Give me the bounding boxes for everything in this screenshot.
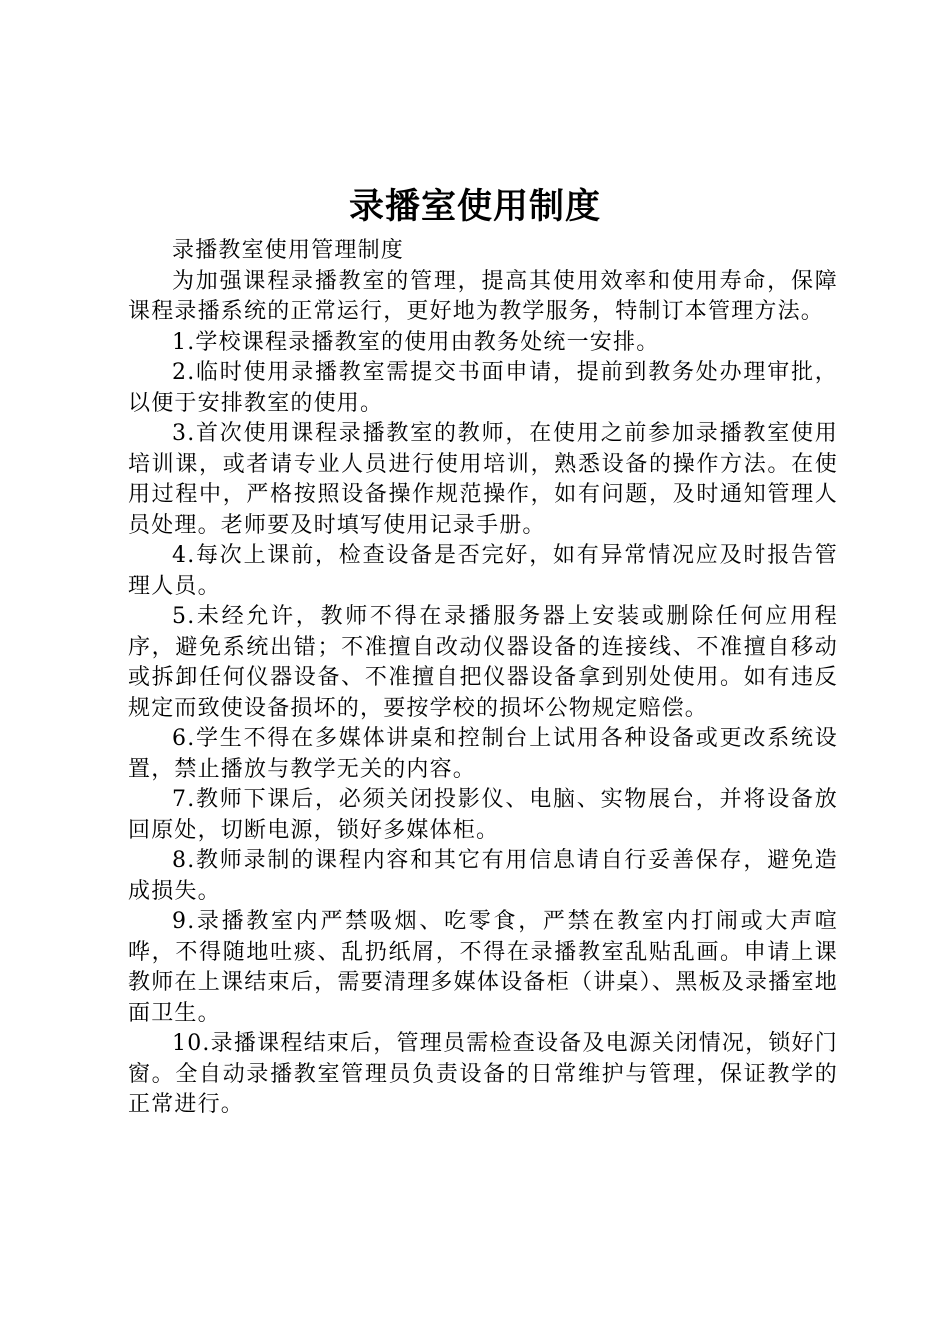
paragraph-rule-9: 9.录播教室内严禁吸烟、吃零食，严禁在教室内打闹或大声喧哗，不得随地吐痰、乱扔纸屑，不得在录播教室乱贴乱画。申请上课教师在上课结束后，需要清理多媒体设备柜（讲桌）、黑板及录播室地面卫生。 <box>128 909 838 1026</box>
paragraph-rule-10: 10.录播课程结束后，管理员需检查设备及电源关闭情况，锁好门窗。全自动录播教室管理员负责设备的日常维护与管理，保证教学的正常进行。 <box>128 1031 838 1117</box>
document-body <box>128 236 838 1121</box>
paragraph-rule-7: 7.教师下课后，必须关闭投影仪、电脑、实物展台，并将设备放回原处，切断电源，锁好多媒体柜。 <box>128 787 838 843</box>
document-title: 录播室使用制度 <box>348 187 601 227</box>
paragraph-intro: 为加强课程录播教室的管理，提高其使用效率和使用寿命，保障课程录播系统的正常运行，更好地为教学服务，特制订本管理方法。 <box>128 268 838 324</box>
paragraph-rule-1: 1.学校课程录播教室的使用由教务处统一安排。 <box>172 329 660 355</box>
paragraph-rule-4: 4.每次上课前，检查设备是否完好，如有异常情况应及时报告管理人员。 <box>128 543 838 599</box>
paragraph-subtitle: 录播教室使用管理制度 <box>172 238 405 263</box>
paragraph-rule-8: 8.教师录制的课程内容和其它有用信息请自行妥善保存，避免造成损失。 <box>128 848 838 904</box>
paragraph-rule-6: 6.学生不得在多媒体讲桌和控制台上试用各种设备或更改系统设置，禁止播放与教学无关的内容。 <box>128 726 838 782</box>
paragraph-rule-5: 5.未经允许，教师不得在录播服务器上安装或删除任何应用程序，避免系统出错；不准擅自改动仪器设备的连接线、不准擅自移动或拆卸任何仪器设备、不准擅自把仪器设备拿到别处使用。如有违反规定而致使设备损坏的，要按学校的损坏公物规定赔偿。 <box>128 604 838 721</box>
paragraph-rule-3: 3.首次使用课程录播教室的教师，在使用之前参加录播教室使用培训课，或者请专业人员进行使用培训，熟悉设备的操作方法。在使用过程中，严格按照设备操作规范操作，如有问题，及时通知管理人员处理。老师要及时填写使用记录手册。 <box>128 421 838 538</box>
paragraph-rule-2: 2.临时使用录播教室需提交书面申请，提前到教务处办理审批，以便于安排教室的使用。 <box>128 360 838 416</box>
